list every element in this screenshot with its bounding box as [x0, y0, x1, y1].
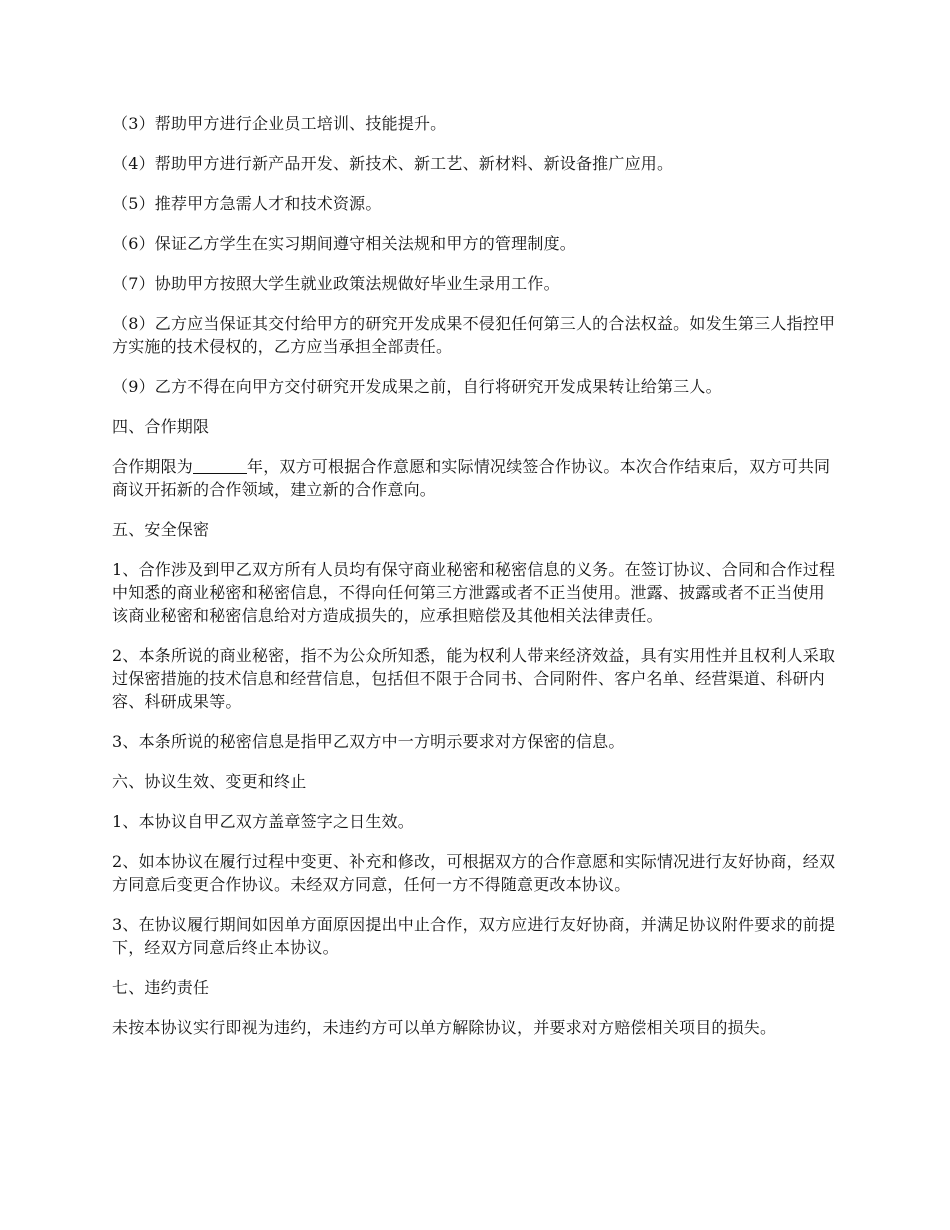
confidentiality-clause-1: 1、合作涉及到甲乙双方所有人员均有保守商业秘密和秘密信息的义务。在签订协议、合同和合作过程中知悉的商业秘密和秘密信息，不得向任何第三方泄露或者不正当使用。泄露、披露或者不正当使用该商业秘密和秘密信息给对方造成损失的，应承担赔偿及其他相关法律责任。: [112, 560, 836, 625]
term-text-after: 年，双方可根据合作意愿和实际情况续签合作协议。本次合作结束后，双方可共同商议开拓新的合作领域，建立新的合作意向。: [112, 457, 831, 499]
effectiveness-clause-1: 1、本协议自甲乙双方盖章签字之日生效。: [112, 812, 414, 831]
cooperation-term-paragraph: [112, 455, 840, 501]
effectiveness-clause-2: 2、如本协议在履行过程中变更、补充和修改，可根据双方的合作意愿和实际情况进行友好协商，经双方同意后变更合作协议。未经双方同意，任何一方不得随意更改本协议。: [112, 852, 836, 894]
clause-6: （6）保证乙方学生在实习期间遵守相关法规和甲方的管理制度。: [112, 234, 576, 253]
confidentiality-clause-3: 3、本条所说的秘密信息是指甲乙双方中一方明示要求对方保密的信息。: [112, 732, 625, 751]
section-heading-confidentiality: 五、安全保密: [112, 520, 210, 539]
section-heading-liability: 七、违约责任: [112, 978, 210, 997]
clause-4: （4）帮助甲方进行新产品开发、新技术、新工艺、新材料、新设备推广应用。: [112, 154, 674, 173]
term-text-before: 合作期限为: [112, 457, 194, 476]
term-years-blank: [193, 457, 247, 474]
clause-7: （7）协助甲方按照大学生就业政策法规做好毕业生录用工作。: [112, 274, 560, 293]
section-heading-cooperation-term: 四、合作期限: [112, 417, 210, 436]
section-heading-effectiveness: 六、协议生效、变更和终止: [112, 772, 307, 791]
clause-8: （8）乙方应当保证其交付给甲方的研究开发成果不侵犯任何第三人的合法权益。如发生第三人指控甲方实施的技术侵权的，乙方应当承担全部责任。: [112, 314, 836, 356]
liability-clause: 未按本协议实行即视为违约，未违约方可以单方解除协议，并要求对方赔偿相关项目的损失。: [112, 1018, 777, 1037]
clause-3: （3）帮助甲方进行企业员工培训、技能提升。: [112, 114, 447, 133]
confidentiality-clause-2: 2、本条所说的商业秘密，指不为公众所知悉，能为权利人带来经济效益，具有实用性并且权利人采取过保密措施的技术信息和经营信息，包括但不限于合同书、合同附件、客户名单、经营渠道、科研内容、科研成果等。: [112, 646, 836, 711]
clause-9: （9）乙方不得在向甲方交付研究开发成果之前，自行将研究开发成果转让给第三人。: [112, 377, 722, 396]
clause-5: （5）推荐甲方急需人才和技术资源。: [112, 194, 382, 213]
effectiveness-clause-3: 3、在协议履行期间如因单方面原因提出中止合作，双方应进行友好协商，并满足协议附件要求的前提下，经双方同意后终止本协议。: [112, 915, 836, 957]
